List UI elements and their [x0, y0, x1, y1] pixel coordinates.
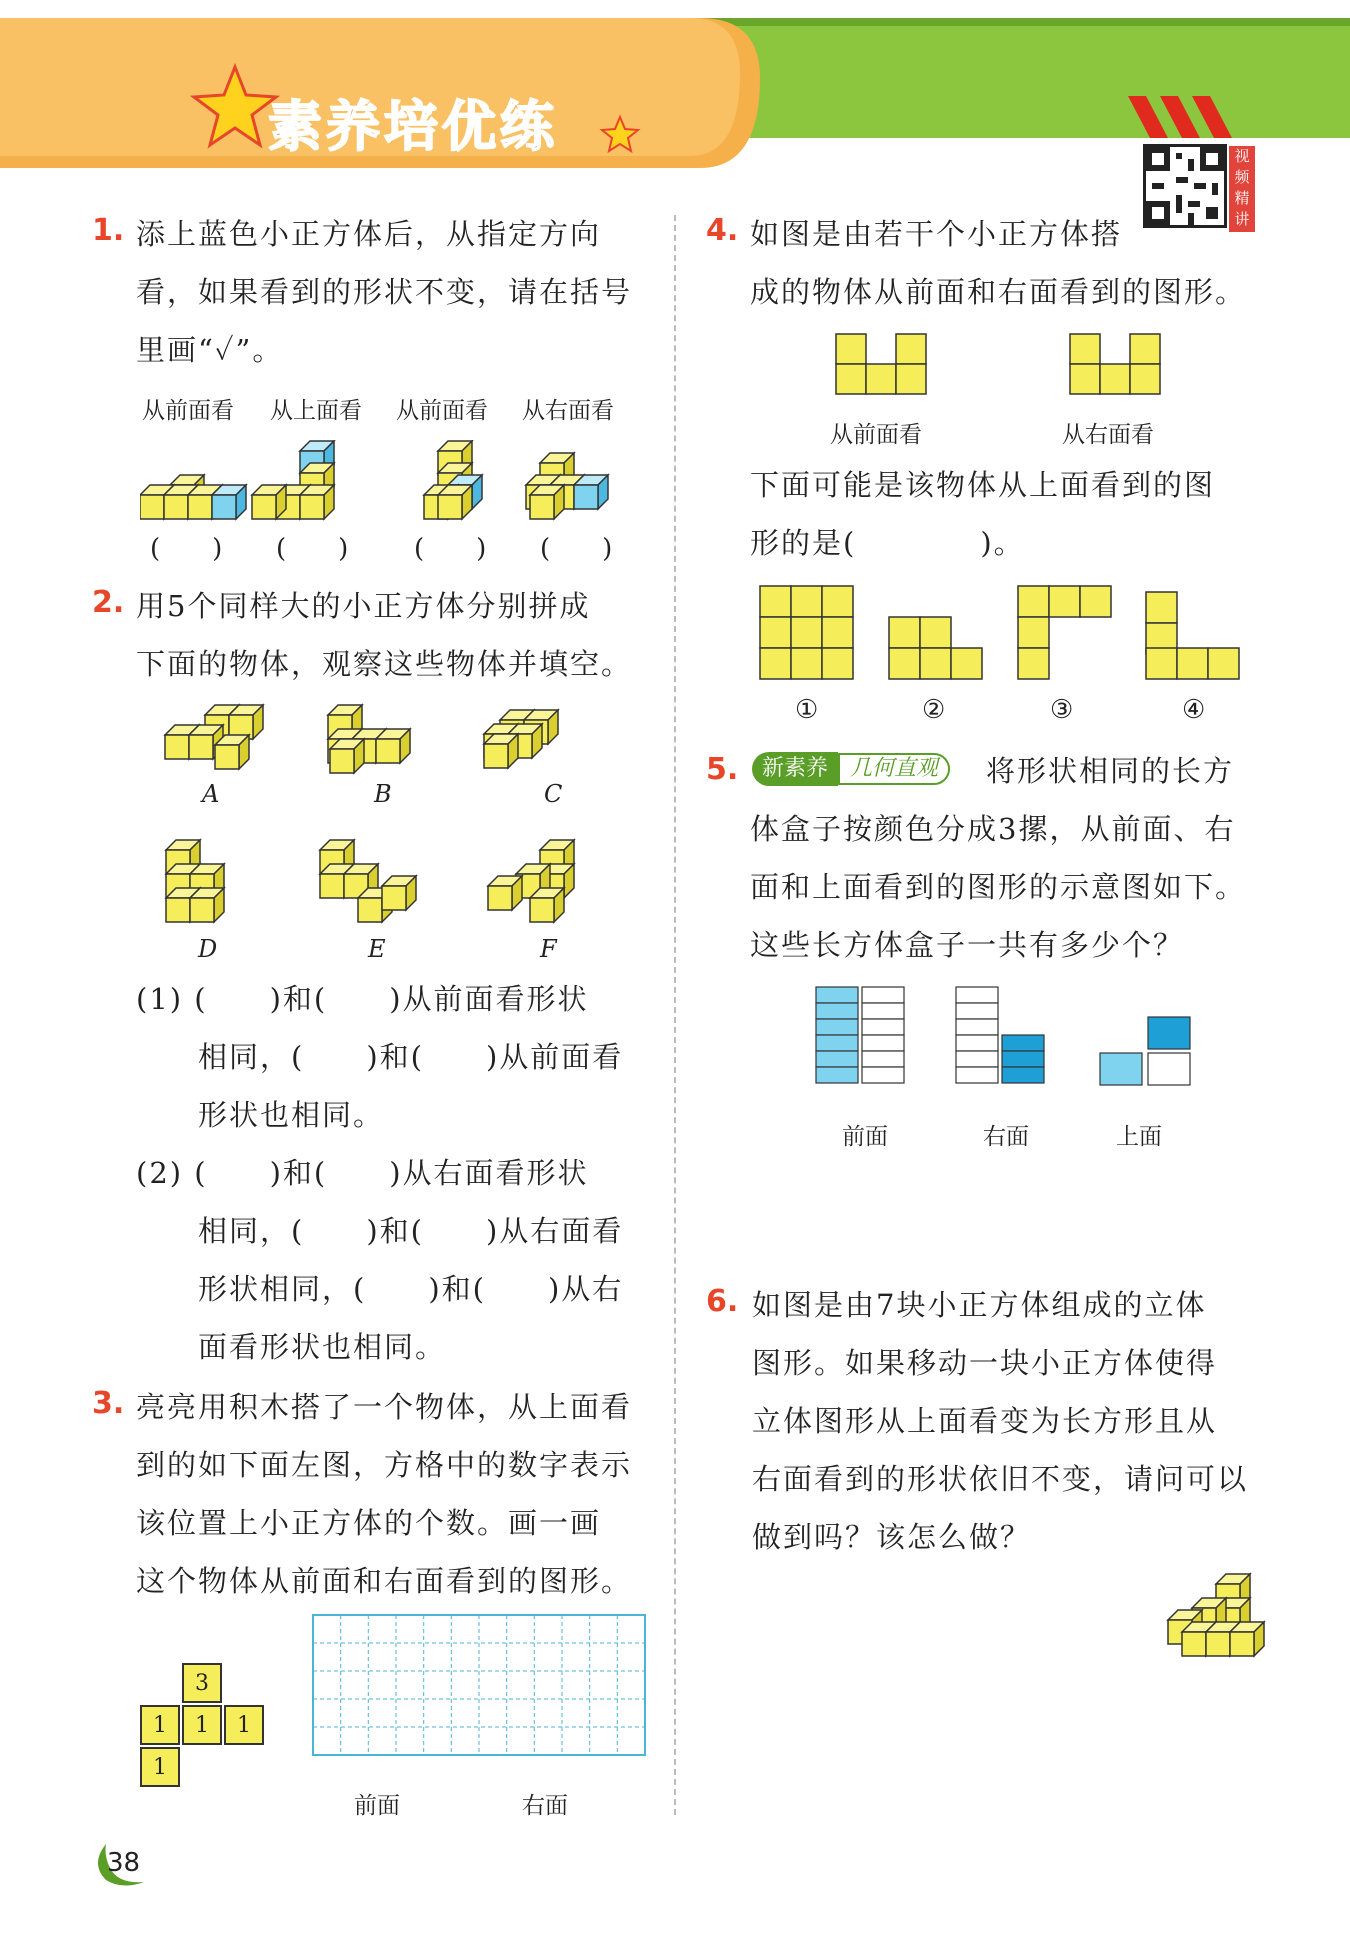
q4-view-label: 从右面看 — [1062, 422, 1154, 448]
q1-view-label: 从右面看 — [522, 398, 614, 424]
q2-line: 下面的物体，观察这些物体并填空。 — [136, 647, 633, 681]
grid-cell: 1 — [224, 1705, 264, 1745]
q5-number: 5. — [706, 752, 739, 787]
q4-line: 成的物体从前面和右面看到的图形。 — [750, 275, 1247, 309]
q6-line: 立体图形从上面看变为长方形且从 — [752, 1404, 1218, 1438]
q3-line: 到的如下面左图，方格中的数字表示 — [136, 1448, 633, 1482]
q4-option-2 — [889, 617, 982, 679]
q5-line: 将形状相同的长方 — [986, 754, 1235, 788]
q3-drawing-grid[interactable] — [312, 1614, 646, 1756]
page-number: 38 — [107, 1848, 141, 1878]
q2-figures — [160, 700, 620, 930]
q5-front-blue — [816, 987, 858, 1083]
q2-figure-d — [166, 840, 224, 922]
grid-cell: 3 — [182, 1663, 222, 1703]
q1-figure-c — [424, 441, 482, 519]
q6-number: 6. — [706, 1284, 739, 1319]
q3-line: 该位置上小正方体的个数。画一画 — [136, 1506, 602, 1540]
q2-figure-c — [484, 710, 558, 768]
q5-right-deepblue — [1002, 1035, 1044, 1083]
q2-sub2-line: 面看形状也相同。 — [198, 1330, 447, 1364]
q1-figures — [140, 440, 660, 530]
q4-line: 形的是( )。 — [750, 526, 1025, 560]
q2-figure-e — [320, 840, 416, 922]
q4-option-label[interactable]: ③ — [1050, 695, 1074, 725]
grid-cell: 1 — [140, 1705, 180, 1745]
q2-number: 2. — [92, 585, 125, 620]
q3-number: 3. — [92, 1386, 125, 1421]
q2-sub1-line: (1) ( )和( )从前面看形状 — [136, 982, 589, 1016]
q4-number: 4. — [706, 213, 739, 248]
q2-sub2-line: 相同，( )和( )从右面看 — [198, 1214, 624, 1248]
q1-figure-b — [252, 441, 334, 519]
qr-video-tag: 视 频 精 讲 — [1229, 146, 1255, 232]
q5-tag — [752, 752, 950, 788]
q1-answer-paren[interactable]: ( ) — [150, 534, 223, 564]
q3-label-right: 右面 — [522, 1793, 568, 1819]
q2-label: A — [202, 780, 220, 808]
q2-label: D — [198, 935, 218, 963]
q4-text2 — [750, 456, 1310, 572]
q1-view-label: 从前面看 — [142, 398, 234, 424]
q2-label: E — [368, 935, 386, 963]
q5-label-top: 上面 — [1116, 1124, 1162, 1150]
q2-sub2-line: (2) ( )和( )从右面看形状 — [136, 1156, 589, 1190]
q4-option-label[interactable]: ② — [922, 695, 946, 725]
q1-figure-d — [526, 453, 608, 519]
q5-top — [1100, 1017, 1190, 1085]
q4-option-label[interactable]: ④ — [1182, 695, 1206, 725]
q4-option-4 — [1146, 592, 1239, 679]
q2-sub2 — [136, 1144, 656, 1376]
q2-sub1 — [136, 970, 656, 1144]
q2-sub1-line: 形状也相同。 — [198, 1098, 385, 1132]
q4-view-label: 从前面看 — [830, 422, 922, 448]
q1-figure-a — [140, 475, 246, 519]
q1-line: 看，如果看到的形状不变，请在括号 — [136, 275, 633, 309]
q4-option-label[interactable]: ① — [795, 695, 819, 725]
q6-line: 如图是由7块小正方体组成的立体 — [752, 1288, 1207, 1322]
q4-given-views — [830, 330, 1170, 400]
q1-line: 里画“✓”。 — [136, 333, 284, 367]
q6-figure — [1160, 1570, 1270, 1670]
q1-view-label: 从上面看 — [270, 398, 362, 424]
grid-cell: 1 — [182, 1705, 222, 1745]
q4-line: 如图是由若干个小正方体搭 — [750, 217, 1123, 251]
q2-figure-a — [165, 705, 263, 769]
q5-line: 面和上面看到的图形的示意图如下。 — [750, 870, 1247, 904]
q6-line: 右面看到的形状依旧不变，请问可以 — [752, 1462, 1249, 1496]
q2-figure-b — [328, 705, 410, 773]
q2-label: B — [374, 780, 392, 808]
q4-options — [756, 582, 1246, 686]
q3-label-front: 前面 — [354, 1793, 400, 1819]
q1-answer-paren[interactable]: ( ) — [276, 534, 349, 564]
q5-line: 体盒子按颜色分成3摞，从前面、右 — [750, 812, 1236, 846]
q6-line: 图形。如果移动一块小正方体使得 — [752, 1346, 1218, 1380]
q1-view-label: 从前面看 — [396, 398, 488, 424]
q5-tag-topic: 几何直观 — [838, 753, 950, 785]
q3-line: 亮亮用积木搭了一个物体，从上面看 — [136, 1390, 633, 1424]
q5-label-right: 右面 — [983, 1124, 1029, 1150]
header-title-wrap — [200, 62, 558, 158]
page-title: 素养培优练 — [268, 95, 558, 158]
q3-top-view-grid — [140, 1663, 270, 1788]
q5-right-white — [956, 987, 998, 1083]
q1-line: 添上蓝色小正方体后，从指定方向 — [136, 217, 602, 251]
q2-sub1-line: 相同，( )和( )从前面看 — [198, 1040, 624, 1074]
q5-tag-new: 新素养 — [752, 752, 838, 786]
q5-line: 这些长方体盒子一共有多少个？ — [750, 928, 1185, 962]
q6-line: 做到吗？该怎么做？ — [752, 1520, 1032, 1554]
q2-label: C — [544, 780, 563, 808]
q4-option-1 — [760, 586, 853, 679]
q2-line: 用5个同样大的小正方体分别拼成 — [136, 589, 591, 623]
q2-sub2-line: 形状相同，( )和( )从右 — [198, 1272, 624, 1306]
q4-line: 下面可能是该物体从上面看到的图 — [750, 468, 1216, 502]
q2-figure-f — [488, 840, 574, 922]
q4-option-3 — [1018, 586, 1111, 679]
grid-cell: 1 — [140, 1747, 180, 1787]
q5-front-white — [862, 987, 904, 1083]
q1-answer-paren[interactable]: ( ) — [414, 534, 487, 564]
q2-label: F — [540, 935, 557, 963]
q3-line: 这个物体从前面和右面看到的图形。 — [136, 1564, 633, 1598]
q1-answer-paren[interactable]: ( ) — [540, 534, 613, 564]
q1-number: 1. — [92, 213, 125, 248]
q5-views — [810, 985, 1210, 1105]
q5-label-front: 前面 — [842, 1124, 888, 1150]
